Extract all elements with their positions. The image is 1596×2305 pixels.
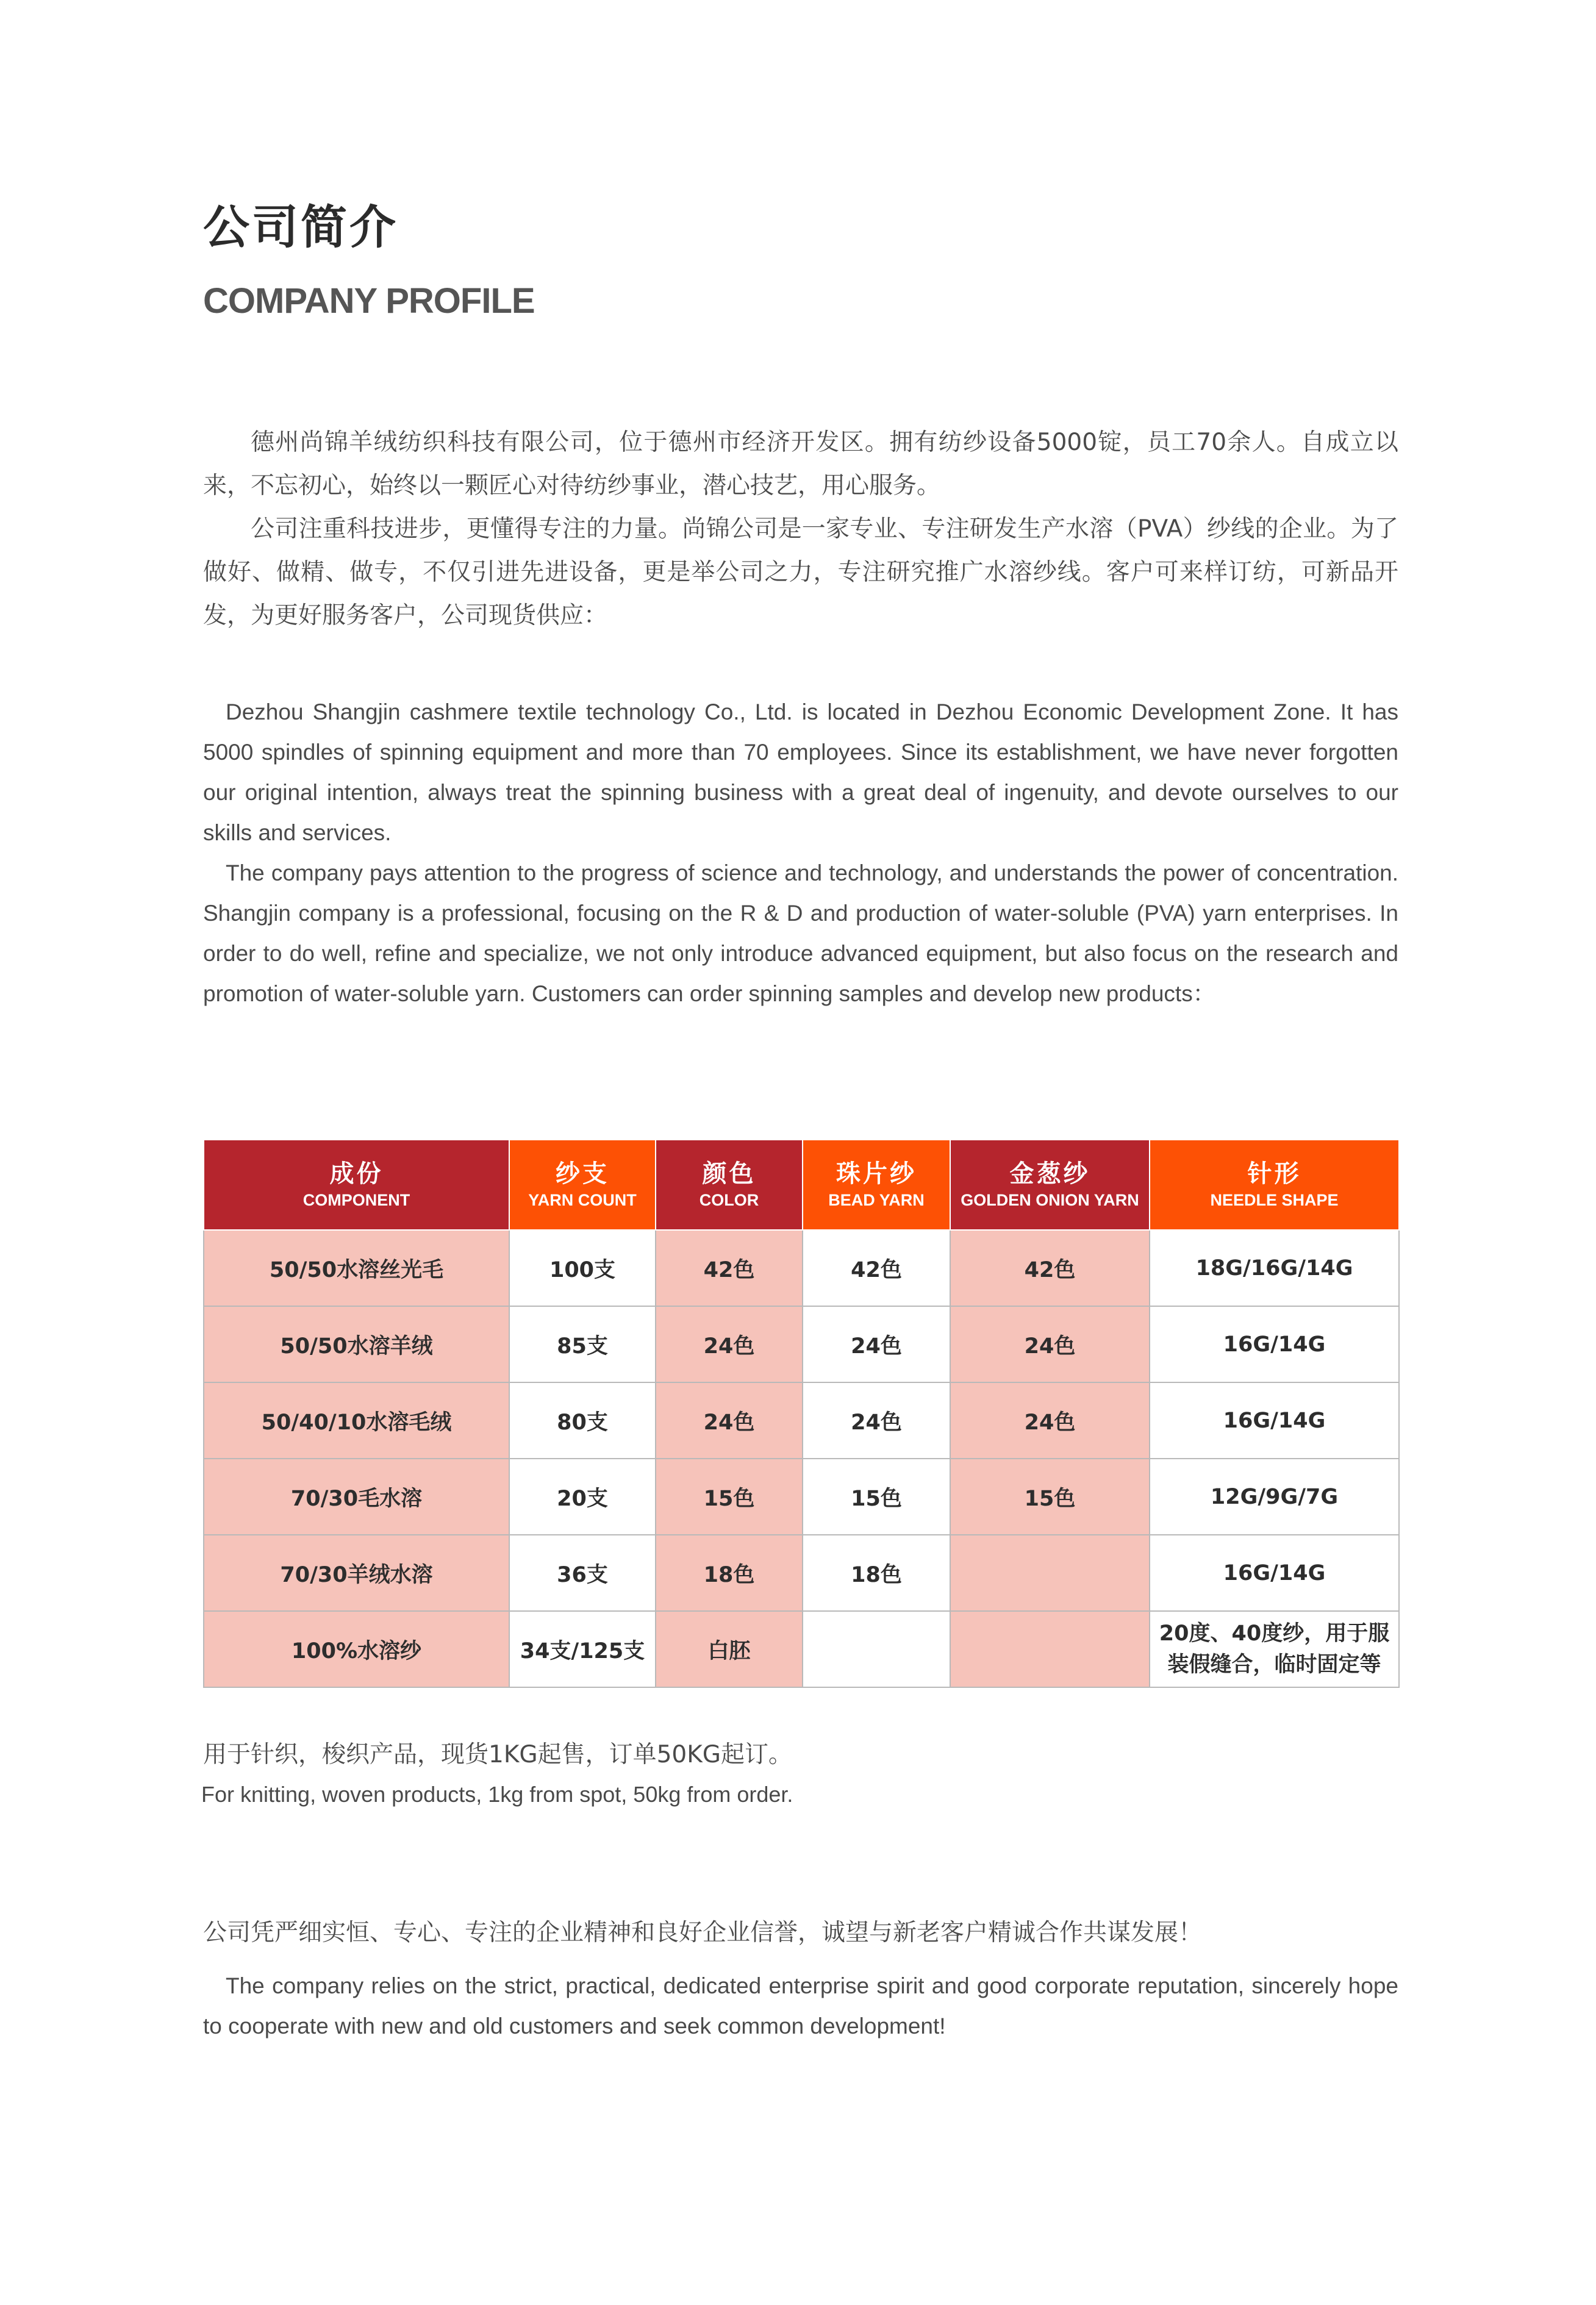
cell-golden-onion-yarn: 42色 — [950, 1230, 1150, 1306]
header-bead-yarn-cn: 珠片纱 — [836, 1159, 917, 1188]
header-yarn-count — [509, 1140, 656, 1230]
usage-note-cn: 用于针织，梭织产品，现货1KG起售，订单50KG起订。 — [203, 1741, 793, 1768]
header-yarn-count-en: YARN COUNT — [528, 1190, 637, 1209]
cell-yarn-count: 34支/125支 — [509, 1611, 656, 1687]
table-header-row — [204, 1140, 1399, 1230]
cell-needle-shape: 16G/14G — [1150, 1535, 1399, 1611]
intro-chinese — [203, 421, 1398, 637]
header-component-cn: 成份 — [329, 1159, 384, 1188]
cell-bead-yarn — [803, 1611, 950, 1687]
cell-needle-shape: 12G/9G/7G — [1150, 1459, 1399, 1535]
usage-note-en: For knitting, woven products, 1kg from spot, 50kg from order. — [201, 1782, 793, 1807]
cell-yarn-count: 36支 — [509, 1535, 656, 1611]
header-golden-onion-yarn-cn: 金葱纱 — [1009, 1159, 1090, 1188]
intro-en-paragraph-2: The company pays attention to the progress of science and technology, and understands the power of concentration. Shangjin company is a professional, focusing on the R & D and production of water-soluble (PVA) yarn enterprises. In order to do well, refine and specialize, we not only introduce advanced equipment, but also focus on the research and promotion of water-soluble yarn. Customers can order spinning samples and develop new products： — [203, 860, 1398, 1006]
cell-color: 18色 — [656, 1535, 803, 1611]
cell-needle-shape: 16G/14G — [1150, 1382, 1399, 1459]
header-bead-yarn — [803, 1140, 950, 1230]
page-title: 公司简介 — [203, 200, 398, 254]
cell-component: 50/50水溶羊绒 — [204, 1306, 509, 1382]
header-bead-yarn-en: BEAD YARN — [828, 1190, 925, 1209]
table-row — [204, 1306, 1399, 1382]
table-row — [204, 1535, 1399, 1611]
cell-yarn-count: 80支 — [509, 1382, 656, 1459]
cell-component: 100%水溶纱 — [204, 1611, 509, 1687]
header-color-en: COLOR — [699, 1190, 759, 1209]
cell-needle-shape: 18G/16G/14G — [1150, 1230, 1399, 1306]
cell-color: 24色 — [656, 1306, 803, 1382]
header-yarn-count-cn: 纱支 — [556, 1159, 609, 1188]
header-needle-shape-en: NEEDLE SHAPE — [1210, 1190, 1339, 1209]
header-needle-shape-cn: 针形 — [1247, 1159, 1301, 1188]
cell-component: 70/30羊绒水溶 — [204, 1535, 509, 1611]
header-color-cn: 颜色 — [702, 1159, 756, 1188]
header-color — [656, 1140, 803, 1230]
intro-cn-paragraph-2: 公司注重科技进步，更懂得专注的力量。尚锦公司是一家专业、专注研发生产水溶（PVA）纱线的企业。为了做好、做精、做专，不仅引进先进设备，更是举公司之力，专注研究推广水溶纱线。客户可来样订纺，可新品开发，为更好服务客户，公司现货供应： — [203, 515, 1398, 629]
table-row — [204, 1230, 1399, 1306]
cell-component: 70/30毛水溶 — [204, 1459, 509, 1535]
closing-statement-en-block — [203, 1966, 1398, 2046]
product-spec-table — [203, 1139, 1400, 1688]
cell-golden-onion-yarn: 24色 — [950, 1382, 1150, 1459]
table-row — [204, 1611, 1399, 1687]
cell-yarn-count: 85支 — [509, 1306, 656, 1382]
table-row — [204, 1459, 1399, 1535]
cell-golden-onion-yarn — [950, 1535, 1150, 1611]
header-needle-shape — [1150, 1140, 1399, 1230]
header-golden-onion-yarn — [950, 1140, 1150, 1230]
cell-golden-onion-yarn: 15色 — [950, 1459, 1150, 1535]
intro-en-paragraph-1: Dezhou Shangjin cashmere textile technology Co., Ltd. is located in Dezhou Economic Development Zone. It has 5000 spindles of spinning equipment and more than 70 employees. Since its establishment, we have never forgotten our original intention, always treat the spinning business with a great deal of ingenuity, and devote ourselves to our skills and services. — [203, 699, 1398, 845]
cell-component: 50/50水溶丝光毛 — [204, 1230, 509, 1306]
page-subtitle: COMPANY PROFILE — [203, 281, 535, 321]
header-component-en: COMPONENT — [302, 1190, 410, 1209]
cell-color: 42色 — [656, 1230, 803, 1306]
closing-statement-cn: 公司凭严细实恒、专心、专注的企业精神和良好企业信誉，诚望与新老客户精诚合作共谋发展！ — [203, 1919, 1203, 1946]
cell-color: 24色 — [656, 1382, 803, 1459]
cell-bead-yarn: 15色 — [803, 1459, 950, 1535]
cell-color: 白胚 — [656, 1611, 803, 1687]
intro-english — [203, 692, 1398, 1014]
cell-needle-shape: 16G/14G — [1150, 1306, 1399, 1382]
cell-yarn-count: 20支 — [509, 1459, 656, 1535]
cell-golden-onion-yarn: 24色 — [950, 1306, 1150, 1382]
header-golden-onion-yarn-en: GOLDEN ONION YARN — [961, 1190, 1139, 1209]
cell-bead-yarn: 18色 — [803, 1535, 950, 1611]
cell-needle-shape: 20度、40度纱，用于服装假缝合，临时固定等 — [1150, 1611, 1399, 1687]
closing-statement-en: The company relies on the strict, practical, dedicated enterprise spirit and good corporate reputation, sincerely hope to cooperate with new and old customers and seek common development! — [203, 1973, 1398, 2039]
cell-color: 15色 — [656, 1459, 803, 1535]
cell-bead-yarn: 42色 — [803, 1230, 950, 1306]
cell-golden-onion-yarn — [950, 1611, 1150, 1687]
header-component — [204, 1140, 509, 1230]
cell-bead-yarn: 24色 — [803, 1382, 950, 1459]
cell-yarn-count: 100支 — [509, 1230, 656, 1306]
table-row — [204, 1382, 1399, 1459]
cell-component: 50/40/10水溶毛绒 — [204, 1382, 509, 1459]
intro-cn-paragraph-1: 德州尚锦羊绒纺织科技有限公司，位于德州市经济开发区。拥有纺纱设备5000锭，员工70余人。自成立以来，不忘初心，始终以一颗匠心对待纺纱事业，潜心技艺，用心服务。 — [203, 429, 1398, 499]
cell-bead-yarn: 24色 — [803, 1306, 950, 1382]
